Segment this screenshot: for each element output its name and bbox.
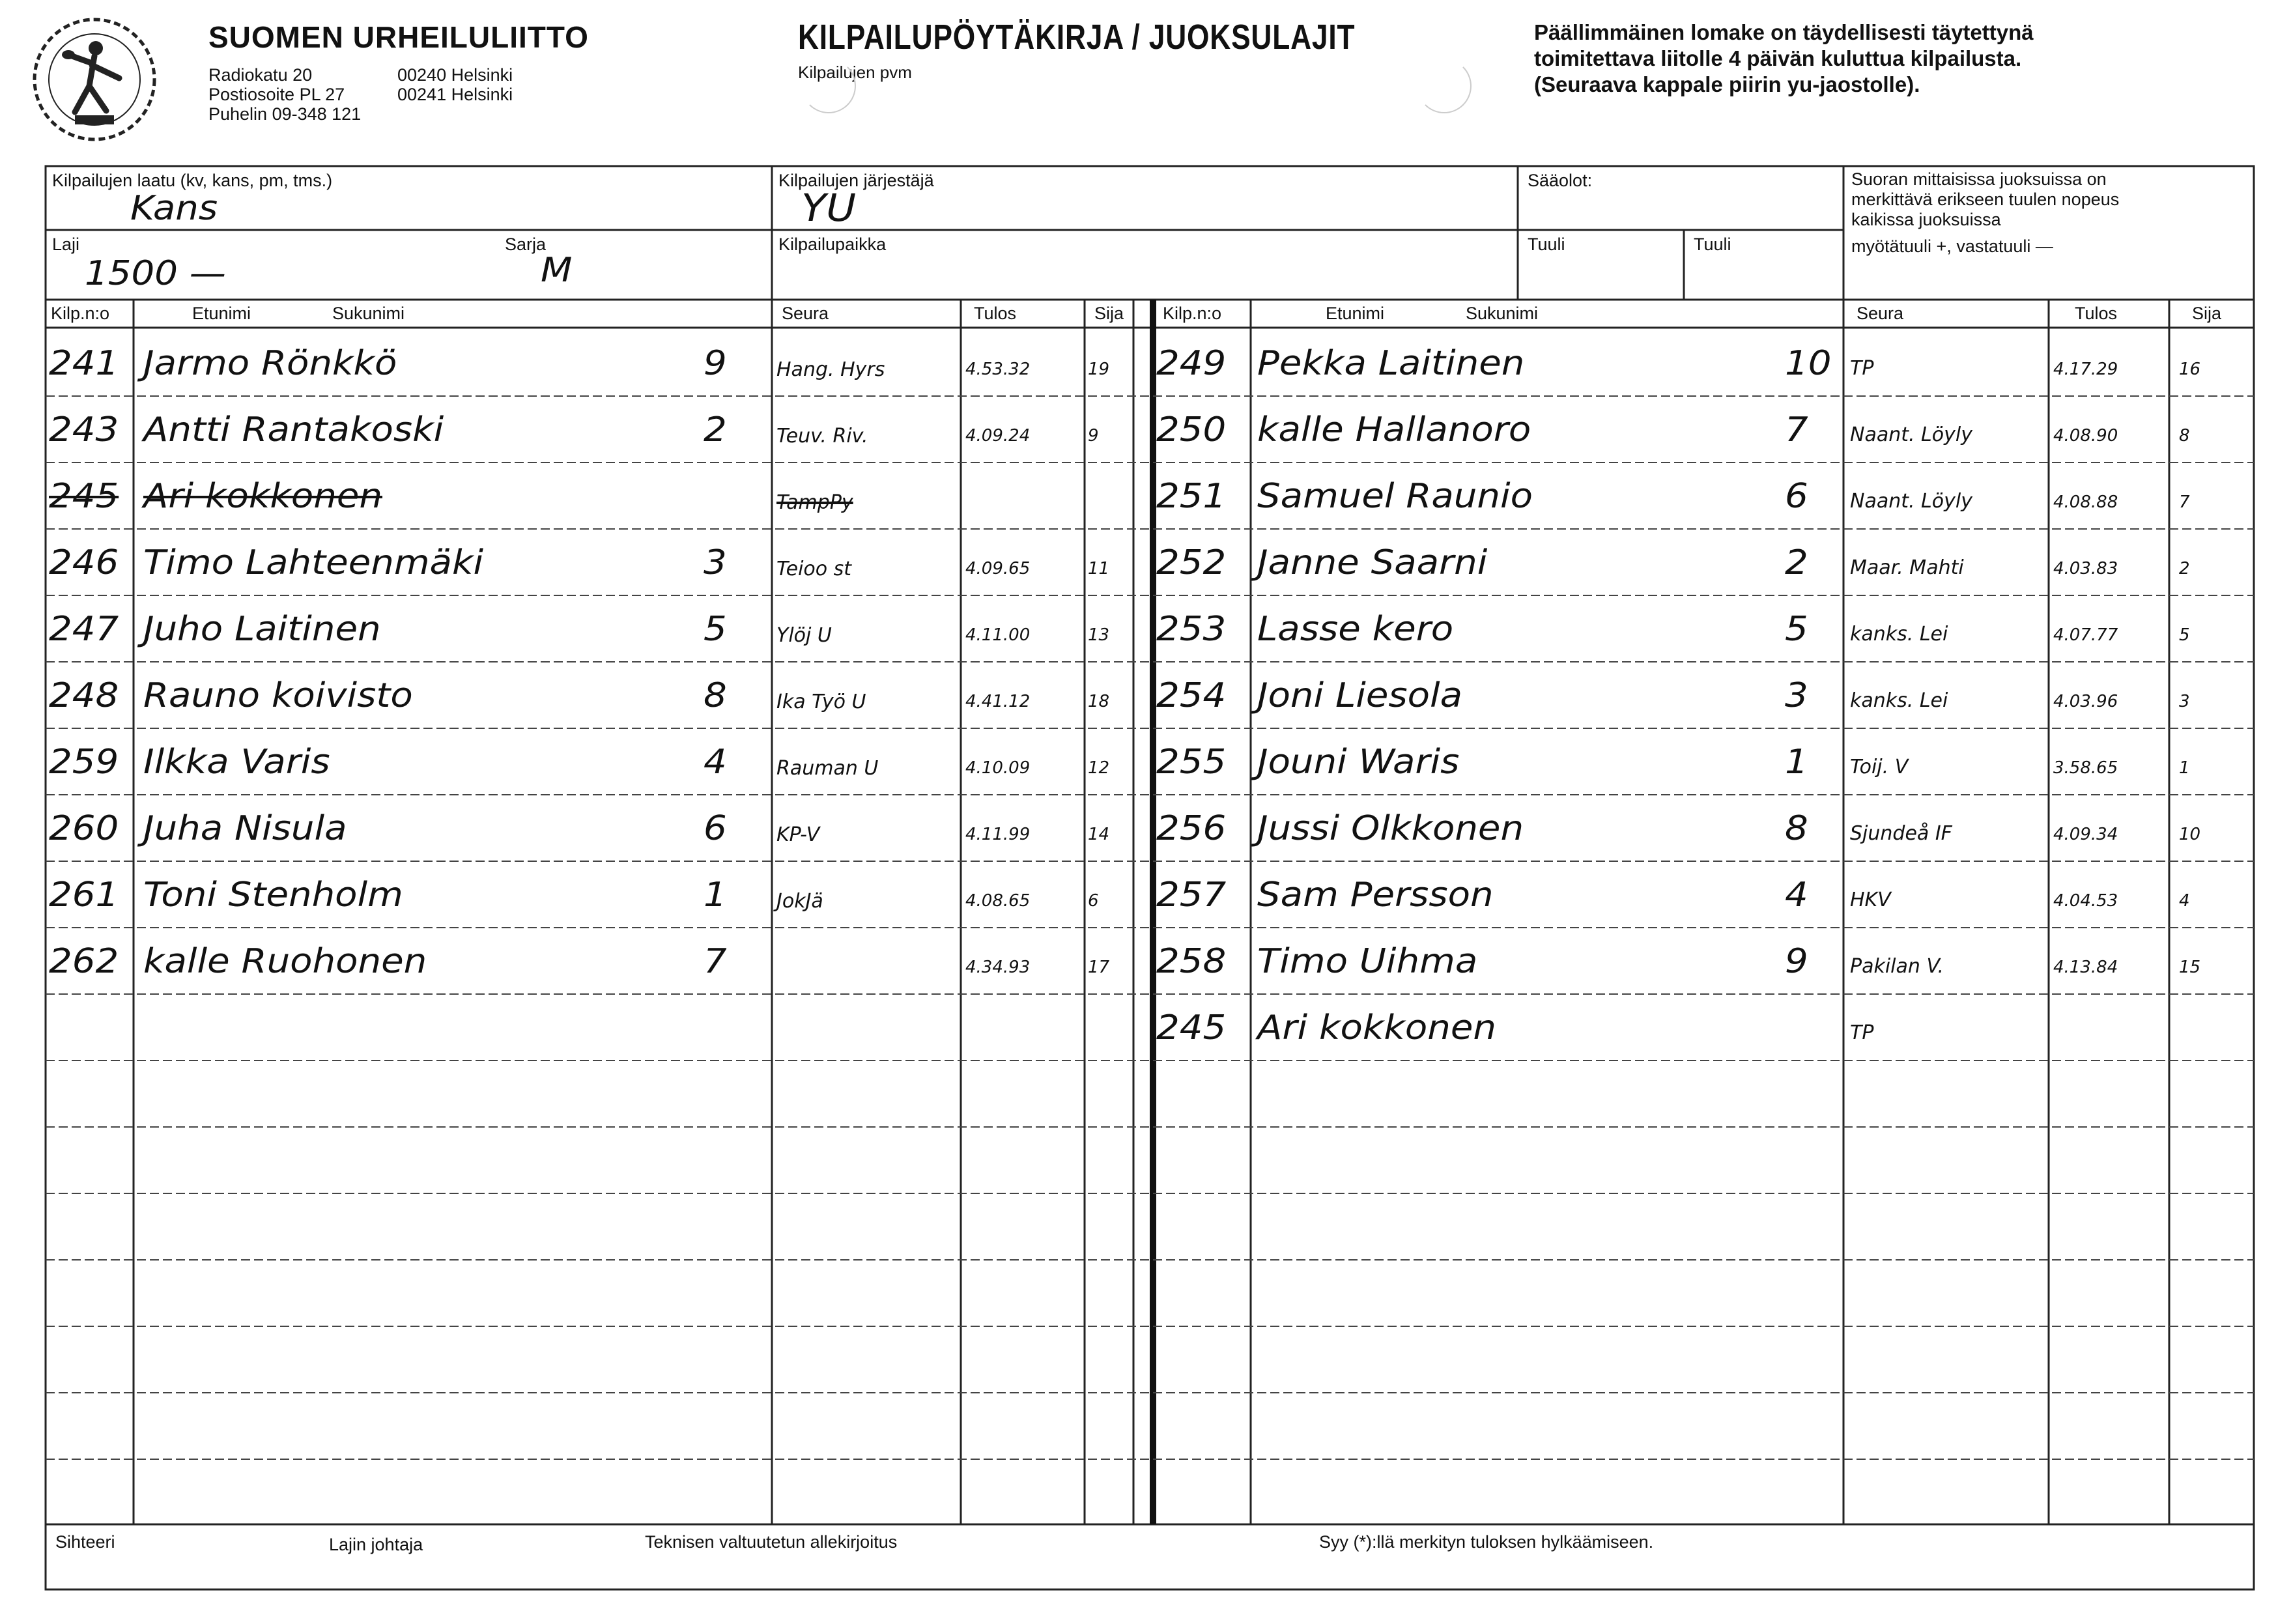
athlete-name: Timo Lahteenmäki bbox=[143, 543, 484, 582]
athlete-name: Janne Saarni bbox=[1257, 543, 1488, 582]
club-name: Hang. Hyrs bbox=[776, 358, 885, 381]
placing: 19 bbox=[1088, 360, 1110, 379]
heat-number: 4 bbox=[1785, 876, 1808, 915]
heat-number: 4 bbox=[704, 743, 727, 782]
entry-number: 241 bbox=[49, 344, 119, 383]
placing: 5 bbox=[2179, 625, 2190, 645]
result-time: 4.07.77 bbox=[2053, 625, 2118, 645]
placing: 13 bbox=[1088, 625, 1110, 645]
athlete-name: Juha Nisula bbox=[143, 809, 347, 848]
heat-number: 2 bbox=[704, 410, 727, 449]
heat-number: 1 bbox=[1785, 743, 1808, 782]
placing: 4 bbox=[2179, 891, 2190, 911]
result-time: 3.58.65 bbox=[2053, 758, 2118, 778]
placing: 14 bbox=[1088, 825, 1110, 844]
placing: 6 bbox=[1088, 891, 1099, 911]
placing: 17 bbox=[1088, 958, 1110, 977]
club-name: Teuv. Riv. bbox=[776, 425, 868, 448]
col-place-left: Sija bbox=[1094, 304, 1124, 323]
entry-number: 243 bbox=[49, 410, 119, 449]
result-time: 4.17.29 bbox=[2053, 360, 2118, 379]
club-name: Maar. Mahti bbox=[1850, 556, 1964, 579]
placing: 9 bbox=[1088, 426, 1099, 446]
placing: 2 bbox=[2179, 559, 2190, 578]
event-label: Laji bbox=[52, 235, 80, 254]
club-name: KP-V bbox=[776, 823, 820, 846]
entry-number: 247 bbox=[49, 610, 119, 649]
result-time: 4.03.83 bbox=[2053, 559, 2118, 578]
heat-number: 3 bbox=[704, 543, 727, 582]
placing: 16 bbox=[2179, 360, 2201, 379]
org-postal: 00240 Helsinki 00241 Helsinki bbox=[397, 65, 513, 104]
result-time: 4.53.32 bbox=[965, 360, 1031, 379]
heat-number: 8 bbox=[704, 676, 727, 715]
club-name: Pakilan V. bbox=[1850, 955, 1944, 978]
org-name: SUOMEN URHEILULIITTO bbox=[208, 20, 589, 54]
result-time: 4.08.88 bbox=[2053, 492, 2118, 512]
athlete-name: Juho Laitinen bbox=[143, 610, 381, 649]
club-name: JokJä bbox=[776, 890, 823, 913]
result-time: 4.09.34 bbox=[2053, 825, 2118, 844]
date-label: Kilpailujen pvm bbox=[798, 63, 912, 82]
form-title: KILPAILUPÖYTÄKIRJA / JUOKSULAJIT bbox=[798, 18, 1356, 57]
club-name: HKV bbox=[1850, 889, 1891, 911]
wind-label-1: Tuuli bbox=[1528, 235, 1565, 254]
club-name: Ika Työ U bbox=[776, 691, 866, 713]
athlete-name: Toni Stenholm bbox=[143, 876, 403, 915]
athlete-name: kalle Ruohonen bbox=[143, 942, 427, 981]
result-time: 4.13.84 bbox=[2053, 958, 2118, 977]
athlete-name: Jussi Olkkonen bbox=[1257, 809, 1524, 848]
result-time: 4.11.00 bbox=[965, 625, 1031, 645]
col-place-right: Sija bbox=[2192, 304, 2222, 323]
entry-number: 255 bbox=[1156, 743, 1227, 782]
placing: 15 bbox=[2179, 958, 2201, 977]
entry-number: 252 bbox=[1156, 543, 1227, 582]
entry-number: 253 bbox=[1156, 610, 1227, 649]
entry-number: 246 bbox=[49, 543, 119, 582]
entry-number: 262 bbox=[49, 942, 119, 981]
club-name: TP bbox=[1850, 357, 1874, 380]
heat-number: 9 bbox=[1785, 942, 1808, 981]
heat-number: 5 bbox=[1785, 610, 1808, 649]
entry-number: 258 bbox=[1156, 942, 1227, 981]
placing: 7 bbox=[2179, 492, 2190, 512]
entry-number: 245 bbox=[49, 477, 119, 516]
club-name: kanks. Lei bbox=[1850, 623, 1948, 646]
col-no-left: Kilp.n:o bbox=[51, 304, 110, 323]
entry-number: 256 bbox=[1156, 809, 1227, 848]
athlete-name: Sam Persson bbox=[1257, 876, 1494, 915]
club-name: Rauman U bbox=[776, 757, 879, 780]
club-name: Naant. Löyly bbox=[1850, 423, 1972, 446]
entry-number: 245 bbox=[1156, 1008, 1227, 1047]
result-time: 4.03.96 bbox=[2053, 692, 2118, 711]
org-address: Radiokatu 20 Postiosoite PL 27 Puhelin 09-348 121 bbox=[208, 65, 362, 124]
event-leader-label: Lajin johtaja bbox=[329, 1535, 423, 1554]
wind-note: Suoran mittaisissa juoksuissa on merkittävä erikseen tuulen nopeus kaikissa juoksuissa myötätuuli +, vastatuuli — bbox=[1851, 169, 2120, 256]
athlete-name: Rauno koivisto bbox=[143, 676, 413, 715]
placing: 1 bbox=[2179, 758, 2190, 778]
entry-number: 250 bbox=[1156, 410, 1227, 449]
entry-number: 254 bbox=[1156, 676, 1227, 715]
athlete-name: kalle Hallanoro bbox=[1257, 410, 1531, 449]
entry-number: 251 bbox=[1156, 477, 1227, 516]
result-time: 4.10.09 bbox=[965, 758, 1031, 778]
placing: 12 bbox=[1088, 758, 1110, 778]
result-time: 4.04.53 bbox=[2053, 891, 2118, 911]
col-last-right: Sukunimi bbox=[1466, 304, 1539, 323]
col-result-left: Tulos bbox=[974, 304, 1017, 323]
placing: 8 bbox=[2179, 426, 2190, 446]
placing: 18 bbox=[1088, 692, 1110, 711]
col-last-left: Sukunimi bbox=[332, 304, 405, 323]
heat-number: 6 bbox=[704, 809, 727, 848]
athlete-name: Ilkka Varis bbox=[143, 743, 330, 782]
col-club-left: Seura bbox=[782, 304, 829, 323]
heat-number: 7 bbox=[1785, 410, 1808, 449]
organizer-value: YU bbox=[801, 186, 857, 230]
organizer-label: Kilpailujen järjestäjä bbox=[778, 171, 934, 190]
club-name: TP bbox=[1850, 1021, 1874, 1044]
club-name: TampPy bbox=[776, 491, 853, 514]
result-time: 4.09.24 bbox=[965, 426, 1031, 446]
entry-number: 261 bbox=[49, 876, 119, 915]
result-time: 4.34.93 bbox=[965, 958, 1031, 977]
secretary-label: Sihteeri bbox=[55, 1532, 115, 1552]
heat-number: 5 bbox=[704, 610, 727, 649]
quality-label: Kilpailujen laatu (kv, kans, pm, tms.) bbox=[52, 171, 333, 190]
heat-number: 3 bbox=[1785, 676, 1808, 715]
result-time: 4.08.90 bbox=[2053, 426, 2118, 446]
heat-number: 6 bbox=[1785, 477, 1808, 516]
club-name: Naant. Löyly bbox=[1850, 490, 1972, 513]
weather-label: Sääolot: bbox=[1528, 171, 1593, 190]
placing: 11 bbox=[1088, 559, 1110, 578]
heat-number: 7 bbox=[704, 942, 727, 981]
submission-notice: Päällimmäinen lomake on täydellisesti täytettynä toimitettava liitolle 4 päivän kuluttua kilpailusta. (Seuraava kappale piirin yu-jaostolle). bbox=[1534, 20, 2034, 96]
athlete-name: Jouni Waris bbox=[1257, 743, 1460, 782]
result-time: 4.08.65 bbox=[965, 891, 1031, 911]
athlete-name: Antti Rantakoski bbox=[143, 410, 444, 449]
athlete-name: Ari kokkonen bbox=[143, 477, 382, 516]
result-time: 4.11.99 bbox=[965, 825, 1031, 844]
heat-number: 10 bbox=[1785, 344, 1832, 383]
club-name: Teioo st bbox=[776, 558, 852, 580]
venue-label: Kilpailupaikka bbox=[778, 235, 887, 254]
col-first-right: Etunimi bbox=[1326, 304, 1385, 323]
heat-number: 2 bbox=[1785, 543, 1808, 582]
placing: 10 bbox=[2179, 825, 2201, 844]
entry-number: 249 bbox=[1156, 344, 1227, 383]
col-result-right: Tulos bbox=[2075, 304, 2118, 323]
athlete-name: Joni Liesola bbox=[1257, 676, 1463, 715]
series-value: M bbox=[541, 251, 573, 290]
heat-number: 9 bbox=[704, 344, 727, 383]
club-name: Sjundeå IF bbox=[1850, 822, 1952, 845]
entry-number: 248 bbox=[49, 676, 119, 715]
club-name: Toij. V bbox=[1850, 756, 1909, 778]
result-time: 4.09.65 bbox=[965, 559, 1031, 578]
event-value: 1500 — bbox=[85, 254, 226, 293]
entry-number: 259 bbox=[49, 743, 119, 782]
placing: 3 bbox=[2179, 692, 2190, 711]
entry-number: 260 bbox=[49, 809, 119, 848]
reason-label: Syy (*):llä merkityn tuloksen hylkäämiseen. bbox=[1319, 1532, 1654, 1552]
tech-signature-label: Teknisen valtuutetun allekirjoitus bbox=[645, 1532, 898, 1552]
heat-number: 8 bbox=[1785, 809, 1808, 848]
athlete-name: Lasse kero bbox=[1257, 610, 1454, 649]
wind-label-2: Tuuli bbox=[1694, 235, 1731, 254]
athlete-name: Pekka Laitinen bbox=[1257, 344, 1525, 383]
entry-number: 257 bbox=[1156, 876, 1227, 915]
col-no-right: Kilp.n:o bbox=[1163, 304, 1222, 323]
club-name: Ylöj U bbox=[776, 624, 832, 647]
club-name: kanks. Lei bbox=[1850, 689, 1948, 712]
athlete-name: Jarmo Rönkkö bbox=[143, 344, 397, 383]
series-label: Sarja bbox=[505, 235, 547, 254]
athlete-name: Timo Uihma bbox=[1257, 942, 1478, 981]
quality-value: Kans bbox=[130, 189, 218, 228]
athlete-name: Ari kokkonen bbox=[1257, 1008, 1496, 1047]
athlete-name: Samuel Raunio bbox=[1257, 477, 1533, 516]
col-first-left: Etunimi bbox=[192, 304, 251, 323]
result-time: 4.41.12 bbox=[965, 692, 1031, 711]
col-club-right: Seura bbox=[1857, 304, 1904, 323]
heat-number: 1 bbox=[704, 876, 727, 915]
